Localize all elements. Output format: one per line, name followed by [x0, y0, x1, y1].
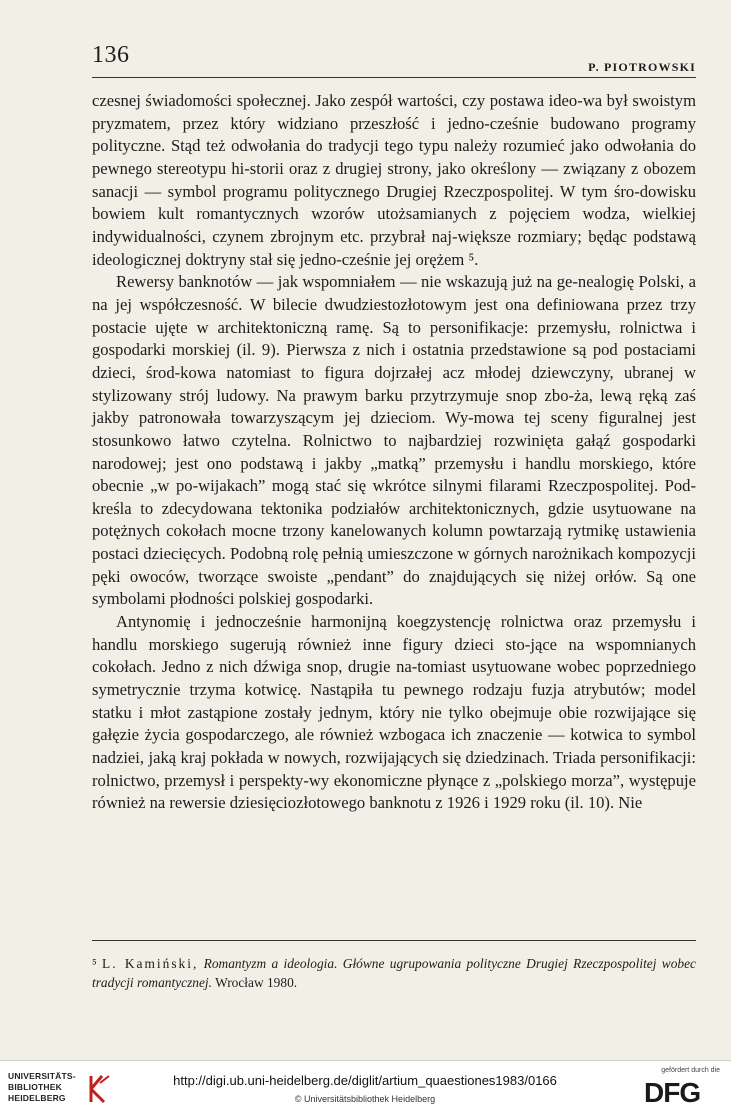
page-header	[92, 42, 696, 78]
permalink-url[interactable]: http://digi.ub.uni-heidelberg.de/diglit/artium_quaestiones1983/0166	[173, 1073, 557, 1088]
dfg-wordmark: DFG	[644, 1077, 701, 1108]
funded-by-label: gefördert durch die	[661, 1067, 720, 1074]
paragraph-1: czesnej świadomości społecznej. Jako zespół wartości, czy postawa ideo-wa był swoistym pryzmatem, przez który widziano przeszłość i jedno-cześnie budowano programy polityczne. Stąd też odwołania do tradycji tego typu należy rozumieć jako odwołania do pewnego stereotypu hi-storii oraz z drugiej strony, jako określony — związany z obozem sanacji — symbol programu politycznego Drugiej Rzeczpospolitej. W tym śro-dowisku bowiem kult romantycznych wzorów utożsamianych z pojęciem wodza, wielkiej indywidualności, czynem zbrojnym etc. przybrał naj-większe rozmiary; będąc podstawą ideologicznej doktryny stał się jedno-cześnie jej orężem ⁵.	[92, 91, 696, 269]
page-number: 136	[92, 42, 130, 68]
library-emblem-icon	[88, 1073, 112, 1105]
dfg-logo[interactable]	[640, 1067, 726, 1111]
footnote-author: L. Kamiński,	[102, 956, 199, 971]
copyright-notice: © Universitätsbibliothek Heidelberg	[294, 1094, 436, 1104]
footnote-marker: ⁵	[92, 956, 97, 971]
library-logo[interactable]	[8, 1071, 118, 1107]
footnote	[92, 954, 696, 992]
footnote-title: Romantyzm a ideologia. Główne ugrupowania polityczne Drugiej Rzeczpospolitej wobec tradycji romantycznej.	[92, 956, 696, 990]
paragraph-3: Antynomię i jednocześnie harmonijną koegzystencję rolnictwa oraz przemysłu i handlu morskiego sugerują również inne figury dzieci sto-jące na wspomnianych cokołach. Jedno z nich dźwiga snop, drugie na-tomiast usytuowane wobec poprzedniego symetrycznie trzyma kotwicę. Nastąpiła tu pewnego rodzaju fuzja atrybutów; model statku i młot zastąpione zostały jednym, który nie tylko obejmuje obie rozwijające się gałęzie życia gospodarczego, ale również wzbogaca ich znaczenie — kotwica to symbol nadziei, jaką kraj pokłada w nowych, rozwijających się dziedzinach. Triada personifikacji: rolnictwo, przemysł i perspekty-wy ekonomiczne płynące z „polskiego morza”, występuje również na rewersie dziesięciozłotowego banknotu z 1926 i 1929 roku (il. 10). Nie	[92, 612, 696, 813]
footnote-rule	[92, 940, 696, 941]
digitization-footer	[0, 1060, 731, 1115]
body-text	[92, 90, 696, 815]
header-rule	[92, 77, 696, 78]
footnote-place-year: Wrocław 1980.	[215, 975, 298, 990]
library-name: UNIVERSITÄTS- BIBLIOTHEK HEIDELBERG	[8, 1071, 76, 1103]
running-head: P. PIOTROWSKI	[588, 60, 696, 74]
paragraph-2: Rewersy banknotów — jak wspomniałem — nie wskazują już na ge-nealogię Polski, a na jej współczesność. W bilecie dwudziestozłotowym jest ona definiowana przez trzy postacie ujęte w architektoniczną ramę. Są to personifikacje: przemysłu, rolnictwa i gospodarki morskiej (il. 9). Pierwsza z nich i ostatnia przedstawione są pod postaciami dzieci, środ-kowa natomiast to figura dojrzałej acz młodej dziewczyny, ubranej w stylizowany strój ludowy. Na prawym barku przytrzymuje snop zbo-ża, lewą ręką zaś jakby patronowała towarzyszącym jej dzieciom. Wy-mowa tej sceny figuralnej jest stosunkowo łatwo czytelna. Rolnictwo to najbardziej rozwinięta gałąź gospodarki narodowej; jest ono podstawą i jakby „matką” przemysłu i handlu morskiego, które obecnie „w po-wijakach” mogą stać się wkrótce silnymi filarami Rzeczpospolitej. Pod-kreśla to zdecydowana tektonika podziałów architektonicznych, gdzie usytuowane na potężnych cokołach mocne trzony kanelowanych kolumn powtarzają rytmikę ustawienia postaci dziecięcych. Podobną rolę pełnią umieszczone w górnych narożnikach kompozycji pęki owoców, tworzące swoiste „pendant” do znajdujących się niżej orłów. Są one symbolami płodności polskiej gospodarki.	[92, 272, 696, 609]
